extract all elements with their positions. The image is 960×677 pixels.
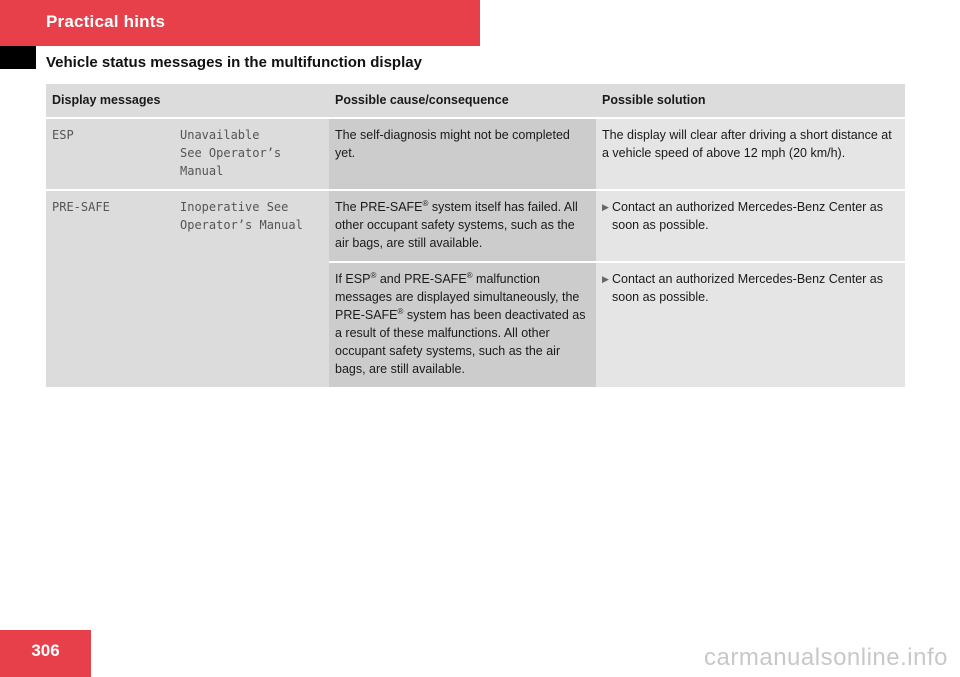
page-number-tab [0,630,91,677]
page-number: 306 [31,641,60,660]
solution-cell [596,119,905,189]
table-header-row [46,84,905,119]
chapter-header-tab [0,0,480,46]
solution-cell [596,189,905,261]
solution-text: Contact an authorized Mercedes-Benz Center as soon as possible. [612,200,883,232]
cause-text: The self-diagnosis might not be completed yet. [335,128,570,160]
cause-text-part: system itself has failed. All other occupant safety systems, such as the air bags, are still available. [335,200,578,250]
cause-text-part: malfunction messages are displayed simultaneously, the PRE-SAFE [335,272,580,322]
solution-text: Contact an authorized Mercedes-Benz Center as soon as possible. [612,272,883,304]
display-message-cell [46,189,174,387]
registered-mark: ® [466,270,473,280]
cause-text-part: and PRE-SAFE [376,272,467,286]
table-row [46,189,905,261]
cause-cell [329,119,596,189]
section-marker [0,46,36,69]
section-title: Vehicle status messages in the multifunction display [46,54,422,71]
cause-cell [329,261,596,387]
display-message-cell [46,119,174,189]
solution-cell [596,261,905,387]
display-submessage-cell [174,119,329,189]
table-row [46,119,905,189]
display-submessage-text: Unavailable See Operator’s Manual [180,128,282,178]
chapter-title: Practical hints [46,12,166,31]
cause-text-part: system has been deactivated as a result of these malfunctions. All other occupant safety systems, such as the air bags, are still available. [335,308,586,376]
watermark: carmanualsonline.info [704,644,948,671]
display-submessage-text: Inoperative See Operator’s Manual [180,200,303,232]
display-submessage-cell [174,189,329,387]
arrow-right-icon: ▶ [602,274,609,284]
solution-step [602,270,899,306]
cause-text-part: If ESP [335,272,371,286]
cause-text-part: The PRE-SAFE [335,200,423,214]
header-possible-cause: Possible cause/consequence [329,84,596,119]
display-message-text: ESP [52,128,74,142]
registered-mark: ® [397,306,404,316]
arrow-right-icon: ▶ [602,202,609,212]
solution-step [602,198,899,234]
header-possible-solution: Possible solution [596,84,905,119]
registered-mark: ® [370,270,377,280]
status-messages-table [46,84,905,387]
cause-cell [329,189,596,261]
solution-text: The display will clear after driving a short distance at a vehicle speed of above 12 mph (20 km/h). [602,128,892,160]
registered-mark: ® [422,198,429,208]
header-display-messages: Display messages [46,84,329,119]
display-message-text: PRE-SAFE [52,200,110,214]
